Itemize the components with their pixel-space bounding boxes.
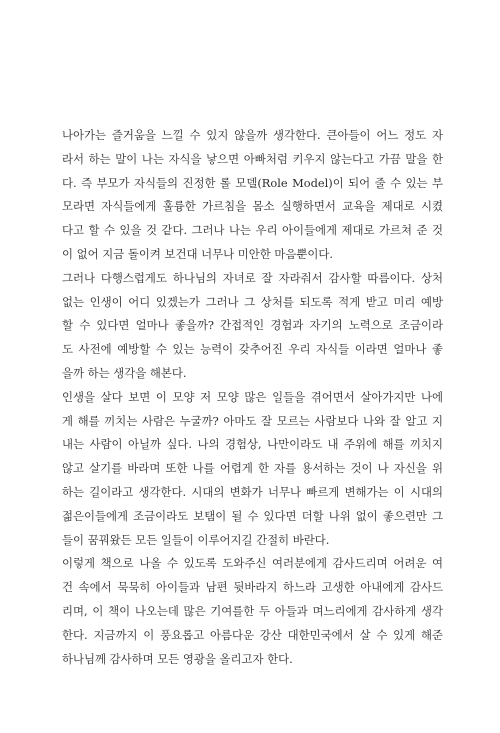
text-line: 이렇게 책으로 나올 수 있도록 도와주신 여러분에게 감사드리며 어려운 여 [62,556,443,571]
text-line: 한다. 지금까지 이 풍요롭고 아름다운 강산 대한민국에서 살 수 있게 해준 [62,627,443,642]
text-line: 라서 하는 말이 나는 자식을 낳으면 아빠처럼 키우지 않는다고 가끔 말을 한 [62,151,443,166]
text-line: 없는 인생이 어디 있겠는가 그러나 그 상처를 되도록 적게 받고 미리 예방 [62,294,443,309]
text-line: 하나님께 감사하며 모든 영광을 올리고자 한다. [62,651,293,666]
paragraph [62,552,443,671]
text-line: 젊은이들에게 조금이라도 보탬이 될 수 있다면 더할 나위 없이 좋으련만 그 [62,508,443,523]
text-line: 인생을 살다 보면 이 모양 저 모양 많은 일들을 겪어면서 살아가지만 나에 [62,389,443,404]
text-line: 하는 길이라고 생각한다. 시대의 변화가 너무나 빠르게 변해가는 이 시대의 [62,484,443,499]
text-line: 나아가는 즐거움을 느낄 수 있지 않을까 생각한다. 큰아들이 어느 정도 자 [62,128,443,142]
text-line: 을까 하는 생각을 해본다. [62,365,187,380]
text-line: 내는 사람이 아닐까 싶다. 나의 경험상, 나만이라도 내 주위에 해를 끼치지 [62,437,443,452]
text-line: 리며, 이 책이 나오는데 많은 기여를한 두 아들과 며느리에게 감사하게 생각 [62,603,443,618]
text-line: 이 없어 지금 돌이켜 보건대 너무나 미안한 마음뿐이다. [62,246,334,261]
text-line: 다고 할 수 있을 것 같다. 그러나 나는 우리 아이들에게 제대로 가르쳐 준 것 [62,223,443,238]
text-line: 다. 즉 부모가 자식들의 진정한 롤 모델(Role Model)이 되어 줄 수 있는 부 [62,175,443,190]
text-line: 도 사전에 예방할 수 있는 능력이 갖추어진 우리 자식들 이라면 얼마나 좋 [62,342,443,357]
text-line: 건 속에서 묵묵히 아이들과 남편 뒷바라지 하느라 고생한 아내에게 감사드 [62,580,443,595]
text-line: 게 해를 끼치는 사람은 누굴까? 아마도 잘 모르는 사람보다 나와 잘 알고 지 [62,413,443,428]
body-text [62,124,443,671]
text-line: 않고 살기를 바라며 또한 나를 어렵게 한 자를 용서하는 것이 나 자신을 위 [62,461,443,476]
text-line: 할 수 있다면 얼마나 좋을까? 간접적인 경험과 자기의 노력으로 조금이라 [62,318,443,333]
text-line: 모라면 자식들에게 훌륭한 가르침을 몸소 실행하면서 교육을 제대로 시켰 [62,199,443,214]
paragraph [62,267,443,386]
paragraph [62,124,443,267]
paragraph [62,386,443,553]
text-line: 들이 꿈꿔왔든 모든 일들이 이루어지길 간절히 바란다. [62,532,330,547]
text-line: 그러나 다행스럽게도 하나님의 자녀로 잘 자라줘서 감사할 따름이다. 상처 [62,270,443,285]
